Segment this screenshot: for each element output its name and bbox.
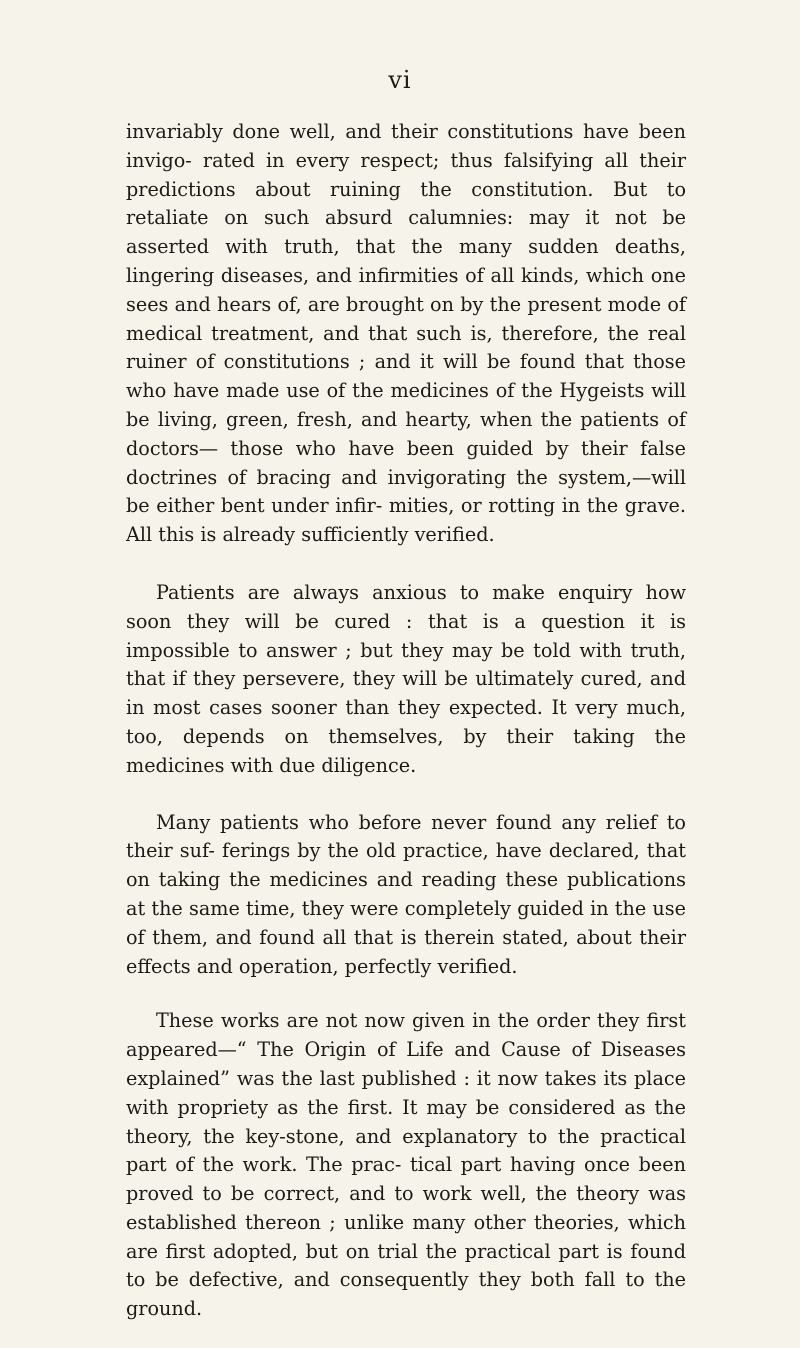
paragraph-2: Patients are always anxious to make enquiry how soon they will be cured : that is a question it is impossible to answer ; but they may be told with truth, that if they persevere, they will be ultimately cured, and in most cases sooner than they expected. It very much, too, depends on themselves, by their taking the medicines with due diligence.: [126, 580, 686, 777]
body-text: [126, 118, 686, 1324]
paragraph-4: These works are not now given in the order they first appeared—“ The Origin of Life and Cause of Diseases explained” was the last published : it now takes its place with propriety as the first. It may be considered as the theory, the key-stone, and explanatory to the practical part of the work. The prac- tical part having once been proved to be correct, and to work well, the theory was established thereon ; unlike many other theories, which are first adopted, but on trial the practical part is found to be defective, and consequently they both fall to the ground.: [126, 1009, 686, 1321]
page-number: vi: [388, 66, 412, 94]
paragraph-1: invariably done well, and their constitutions have been invigo- rated in every respect; thus falsifying all their predictions about ruining the constitution. But to retaliate on such absurd calumnies: may it not be asserted with truth, that the many sudden deaths, lingering diseases, and infirmities of all kinds, which one sees and hears of, are brought on by the present mode of medical treatment, and that such is, therefore, the real ruiner of constitutions ; and it will be found that those who have made use of the medicines of the Hygeists will be living, green, fresh, and hearty, when the patients of doctors— those who have been guided by their false doctrines of bracing and invigorating the system,—will be either bent under infir- mities, or rotting in the grave. All this is already sufficiently verified.: [126, 120, 686, 547]
paragraph-3: Many patients who before never found any relief to their suf- ferings by the old practice, have declared, that on taking the medicines and reading these publications at the same time, they were completely guided in the use of them, and found all that is therein stated, about their effects and operation, perfectly verified.: [126, 810, 686, 978]
